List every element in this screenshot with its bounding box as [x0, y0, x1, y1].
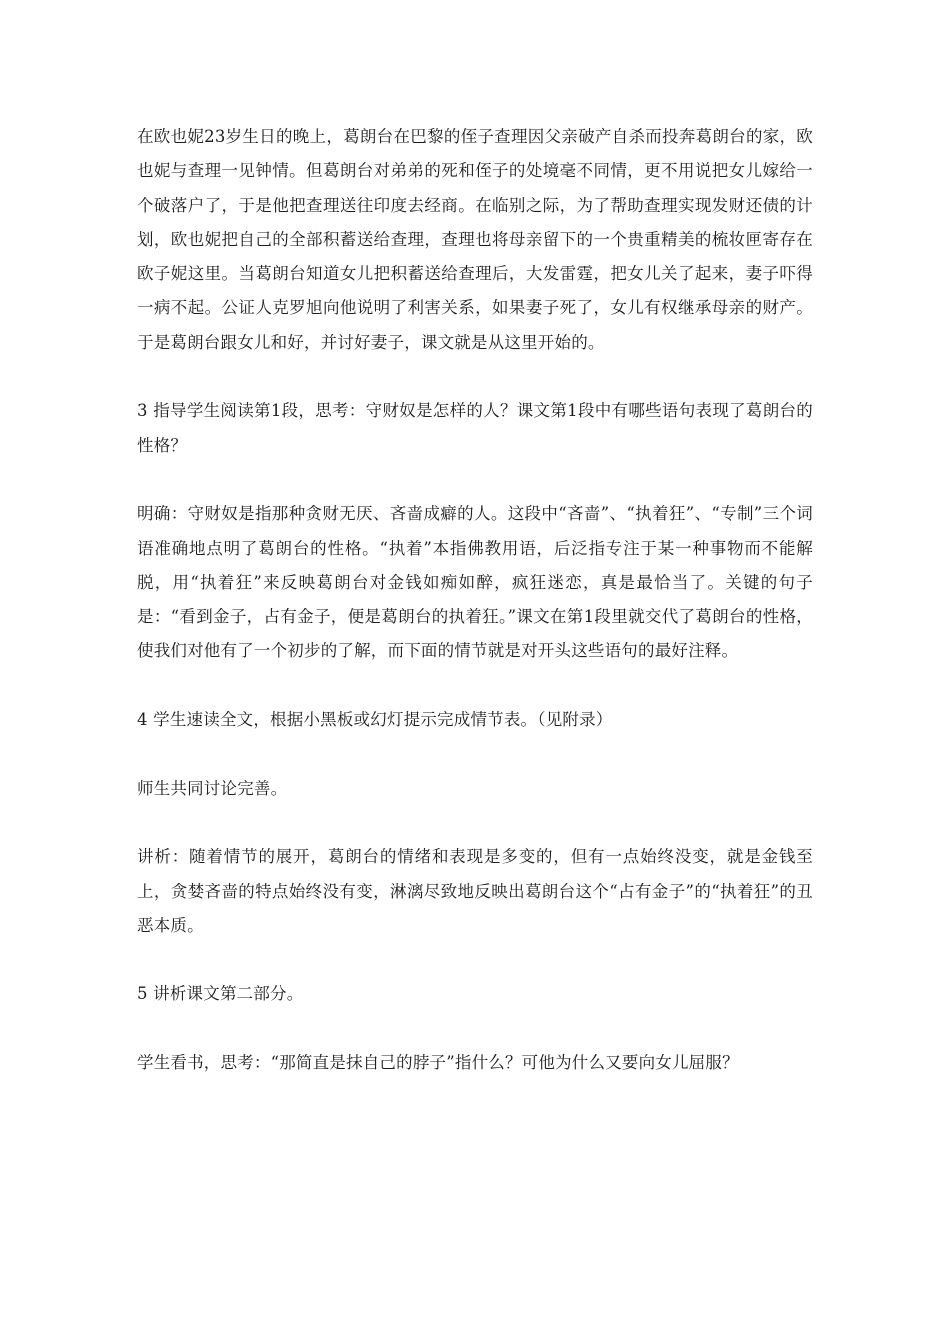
- paragraph-spacer: [137, 360, 813, 394]
- paragraph-discussion: 师生共同讨论完善。: [137, 778, 288, 798]
- paragraph-spacer: [137, 669, 813, 703]
- paragraph-step-5: 5 讲析课文第二部分。: [137, 984, 304, 1004]
- paragraph-spacer: [137, 463, 813, 497]
- paragraph-step-4: 4 学生速读全文，根据小黑板或幻灯提示完成情节表。（见附录）: [137, 710, 613, 730]
- paragraph-spacer: [137, 737, 813, 771]
- document-body: [137, 120, 813, 1080]
- paragraph-spacer: [137, 943, 813, 977]
- paragraph-spacer: [137, 806, 813, 840]
- paragraph-clarification: 明确：守财奴是指那种贪财无厌、吝啬成癖的人。这段中“吝啬”、“执着狂”、“专制”三个词语准确地点明了葛朗台的性格。“执着”本指佛教用语，后泛指专注于某一种事物而不能解脱，用“执着狂”来反映葛朗台对金钱如痴如醉，疯狂迷恋，真是最恰当了。关键的句子是：“看到金子，占有金子，便是葛朗台的执着狂。”课文在第1段里就交代了葛朗台的性格，使我们对他有了一个初步的了解，而下面的情节就是对开头这些语句的最好注释。: [137, 504, 813, 661]
- paragraph-spacer: [137, 1012, 813, 1046]
- paragraph-step-3-question: 3 指导学生阅读第1段，思考：守财奴是怎样的人？课文第1段中有哪些语句表现了葛朗台的性格？: [137, 401, 813, 455]
- paragraph-background-story: 在欧也妮23岁生日的晚上，葛朗台在巴黎的侄子查理因父亲破产自杀而投奔葛朗台的家，欧也妮与查理一见钟情。但葛朗台对弟弟的死和侄子的处境毫不同情，更不用说把女儿嫁给一个破落户了，于是他把查理送往印度去经商。在临别之际，为了帮助查理实现发财还债的计划，欧也妮把自己的全部积蓄送给查理，查理也将母亲留下的一个贵重精美的梳妆匣寄存在欧子妮这里。当葛朗台知道女儿把积蓄送给查理后，大发雷霆，把女儿关了起来，妻子吓得一病不起。公证人克罗旭向他说明了利害关系，如果妻子死了，女儿有权继承母亲的财产。于是葛朗台跟女儿和好，并讨好妻子，课文就是从这里开始的。: [137, 127, 813, 352]
- paragraph-student-question: 学生看书，思考：“那简直是抹自己的脖子”指什么？可他为什么又要向女儿屈服？: [137, 1053, 739, 1073]
- paragraph-analysis: 讲析：随着情节的展开，葛朗台的情绪和表现是多变的，但有一点始终没变，就是金钱至上，贪婪吝啬的特点始终没有变，淋漓尽致地反映出葛朗台这个“占有金子”的“执着狂”的丑恶本质。: [137, 847, 813, 935]
